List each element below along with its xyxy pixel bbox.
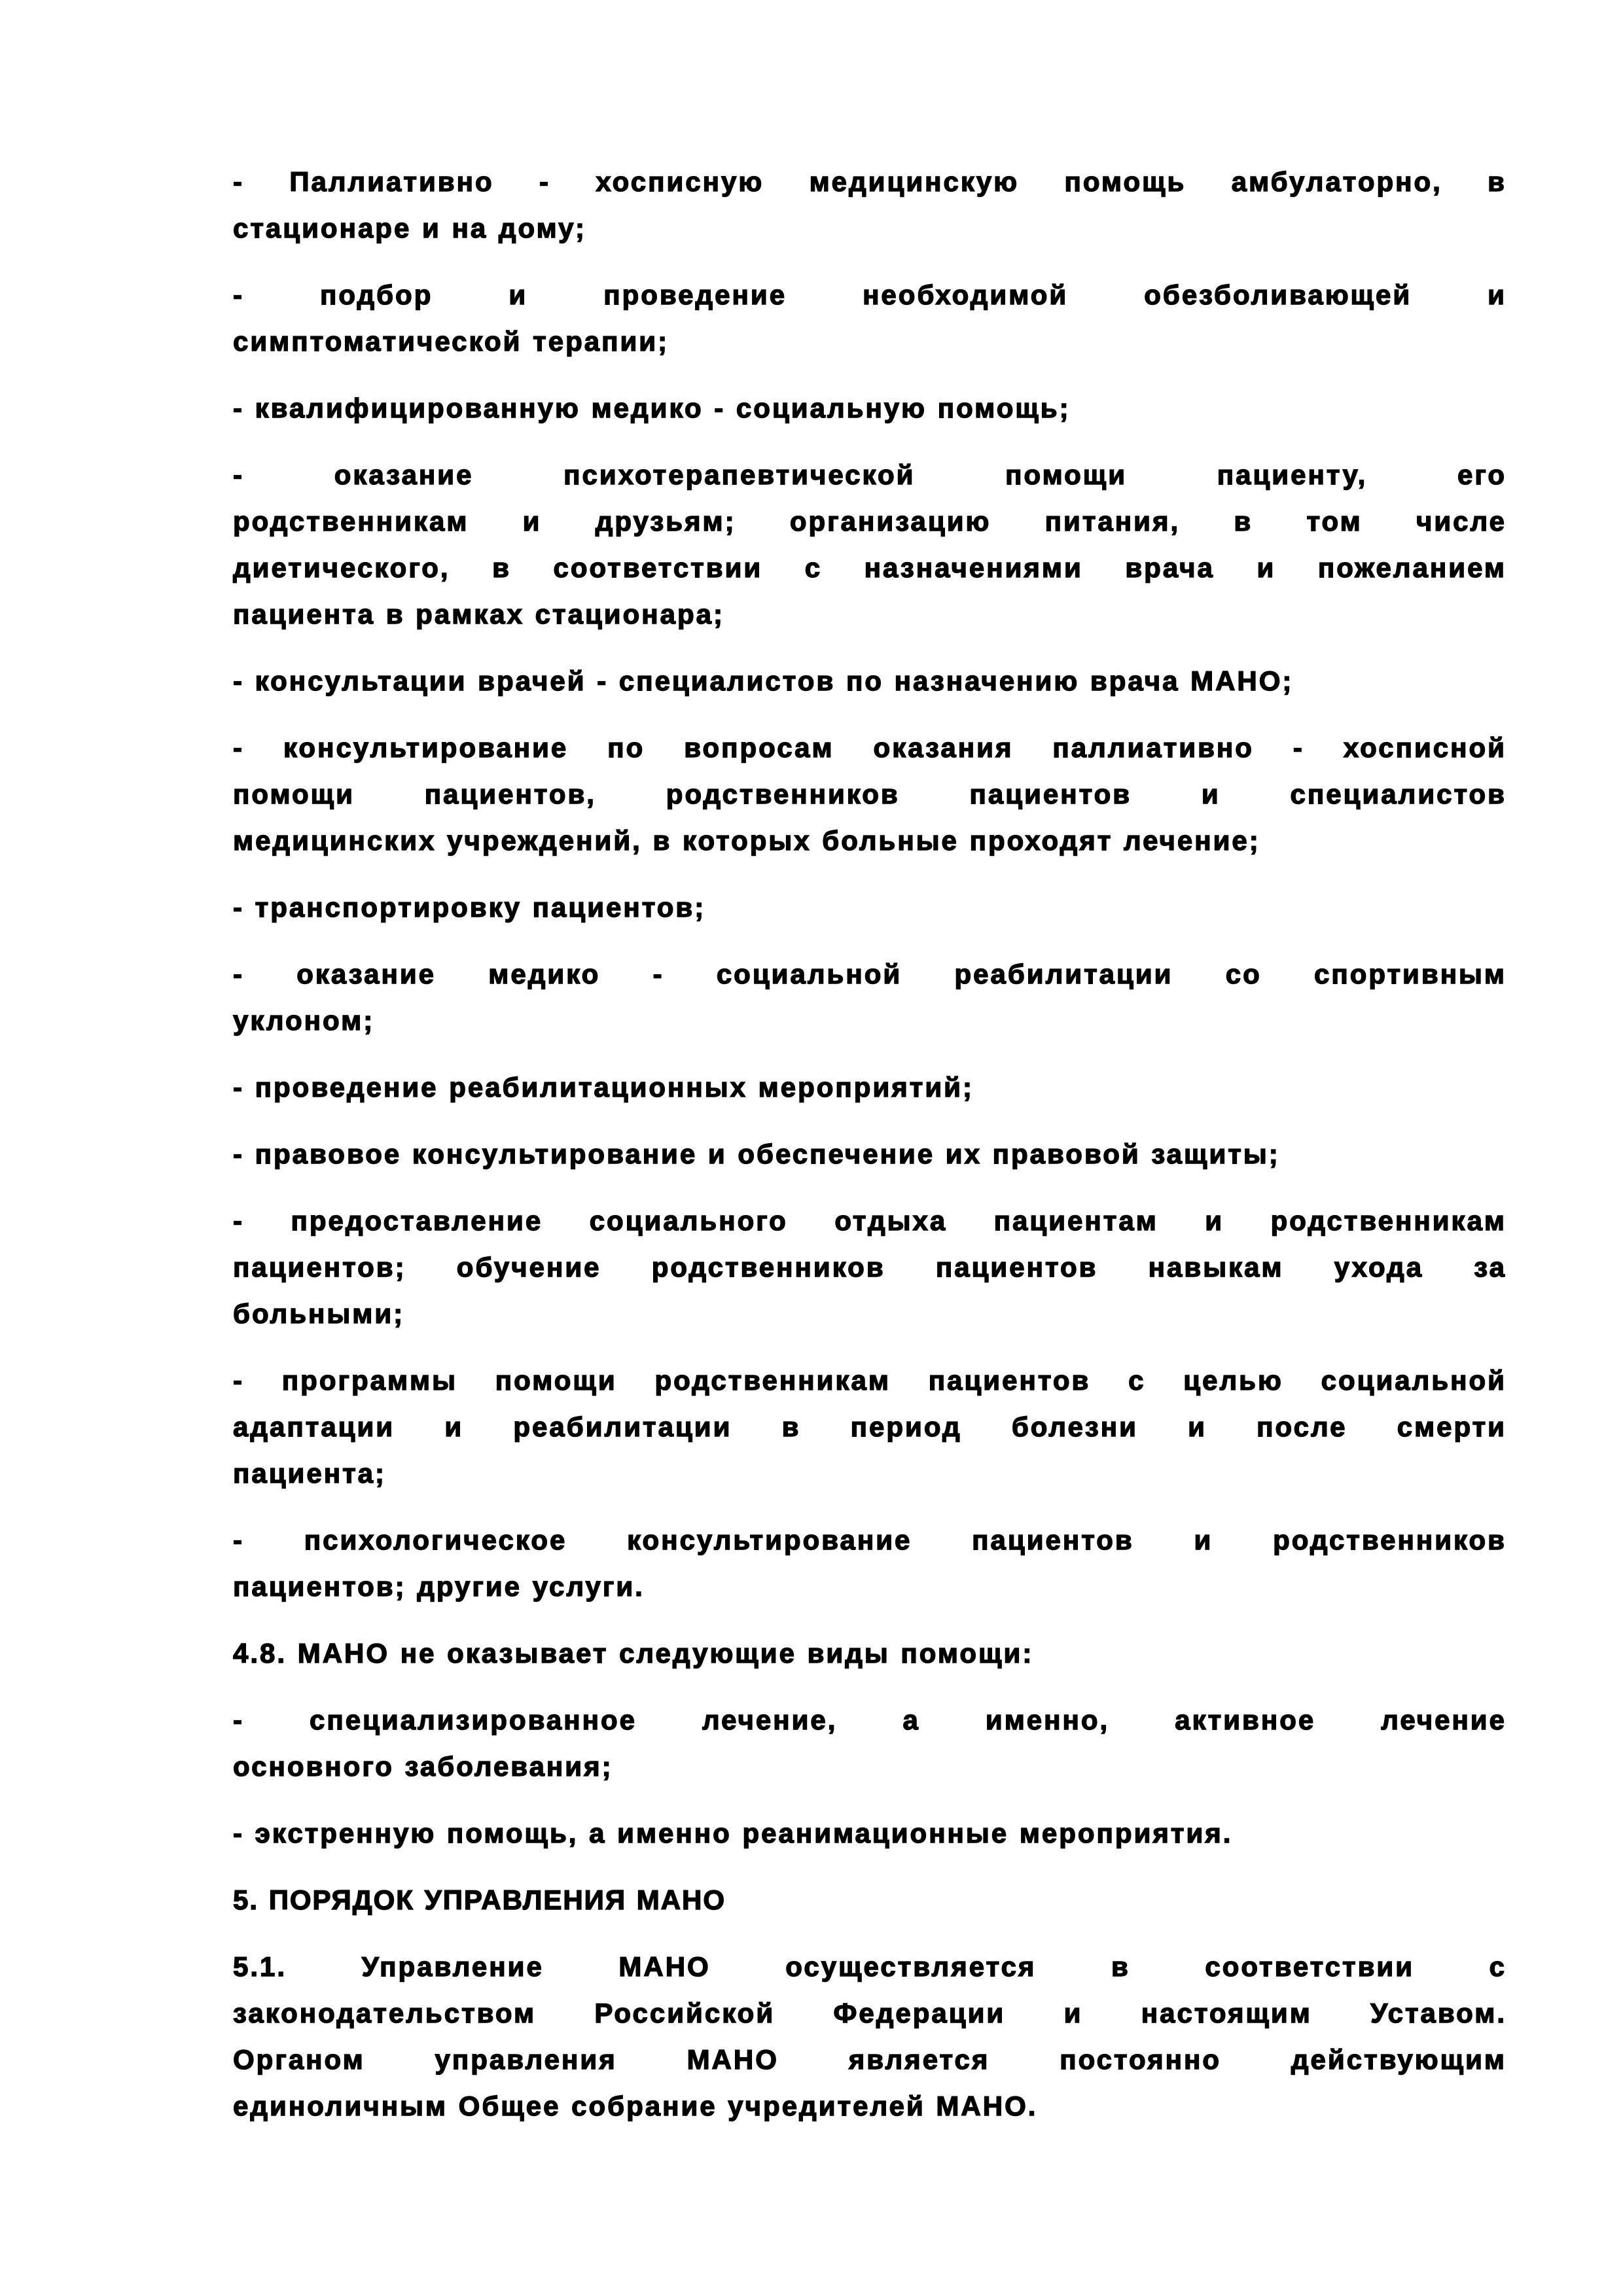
list-item — [233, 272, 1507, 364]
text-line: 5. ПОРЯДОК УПРАВЛЕНИЯ МАНО — [233, 1884, 726, 1915]
list-item — [233, 884, 1507, 930]
text-line: больными; — [233, 1298, 405, 1329]
list-item — [233, 951, 1507, 1044]
text-line: - психологическое консультирование пациентов и родственников — [233, 1525, 1507, 1555]
text-line: - оказание психотерапевтической помощи пациенту, его — [233, 459, 1507, 490]
text-line: симптоматической терапии; — [233, 326, 669, 357]
text-line: - специализированное лечение, а именно, активное лечение — [233, 1704, 1507, 1735]
document-body — [233, 158, 1507, 2149]
text-line: пациентов; другие услуги. — [233, 1571, 645, 1602]
list-item — [233, 1697, 1507, 1790]
section-heading — [233, 1877, 1507, 1923]
text-line: помощи пациентов, родственников пациентов и специалистов — [233, 779, 1507, 809]
list-item — [233, 1131, 1507, 1177]
text-line: родственникам и друзьям; организацию питания, в том числе — [233, 506, 1507, 537]
text-line: - Паллиативно - хосписную медицинскую помощь амбулаторно, в — [233, 166, 1507, 197]
text-line: - предоставление социального отдыха пациентам и родственникам — [233, 1205, 1507, 1236]
list-item — [233, 158, 1507, 251]
list-item — [233, 1357, 1507, 1496]
text-line: - консультации врачей - специалистов по назначению врача МАНО; — [233, 665, 1294, 696]
text-line: Органом управления МАНО является постоянно действующим — [233, 2044, 1507, 2075]
text-line: - программы помощи родственникам пациентов с целью социальной — [233, 1365, 1507, 1396]
text-line: пациентов; обучение родственников пациентов навыкам ухода за — [233, 1252, 1507, 1282]
text-line: 5.1. Управление МАНО осуществляется в соответствии с — [233, 1951, 1507, 1982]
text-line: стационаре и на дому; — [233, 213, 586, 243]
text-line: пациента; — [233, 1458, 387, 1489]
text-line: - квалифицированную медико - социальную помощь; — [233, 393, 1071, 423]
text-line: - подбор и проведение необходимой обезболивающей и — [233, 279, 1507, 310]
text-line: - экстренную помощь, а именно реанимационные мероприятия. — [233, 1818, 1233, 1848]
text-line: - консультирование по вопросам оказания паллиативно - хосписной — [233, 732, 1507, 763]
text-line: - проведение реабилитационных мероприятий; — [233, 1072, 974, 1103]
list-item — [233, 385, 1507, 431]
text-line: 4.8. МАНО не оказывает следующие виды помощи: — [233, 1638, 1034, 1669]
text-line: пациента в рамках стационара; — [233, 599, 724, 629]
text-line: уклоном; — [233, 1005, 375, 1036]
text-line: медицинских учреждений, в которых больные проходят лечение; — [233, 825, 1260, 856]
text-line: единоличным Общее собрание учредителей МАНО. — [233, 2091, 1038, 2121]
list-item — [233, 1517, 1507, 1610]
list-item — [233, 1810, 1507, 1856]
text-line: - правовое консультирование и обеспечение их правовой защиты; — [233, 1139, 1280, 1169]
text-line: диетического, в соответствии с назначениями врача и пожеланием — [233, 552, 1507, 583]
clause-paragraph — [233, 1943, 1507, 2129]
text-line: - оказание медико - социальной реабилитации со спортивным — [233, 959, 1507, 989]
list-item — [233, 658, 1507, 704]
text-line: законодательством Российской Федерации и настоящим Уставом. — [233, 1998, 1507, 2028]
list-item — [233, 451, 1507, 637]
clause-paragraph — [233, 1630, 1507, 1676]
text-line: основного заболевания; — [233, 1751, 613, 1782]
list-item — [233, 724, 1507, 864]
text-line: адаптации и реабилитации в период болезни и после смерти — [233, 1411, 1507, 1442]
list-item — [233, 1197, 1507, 1337]
list-item — [233, 1064, 1507, 1110]
text-line: - транспортировку пациентов; — [233, 892, 706, 923]
